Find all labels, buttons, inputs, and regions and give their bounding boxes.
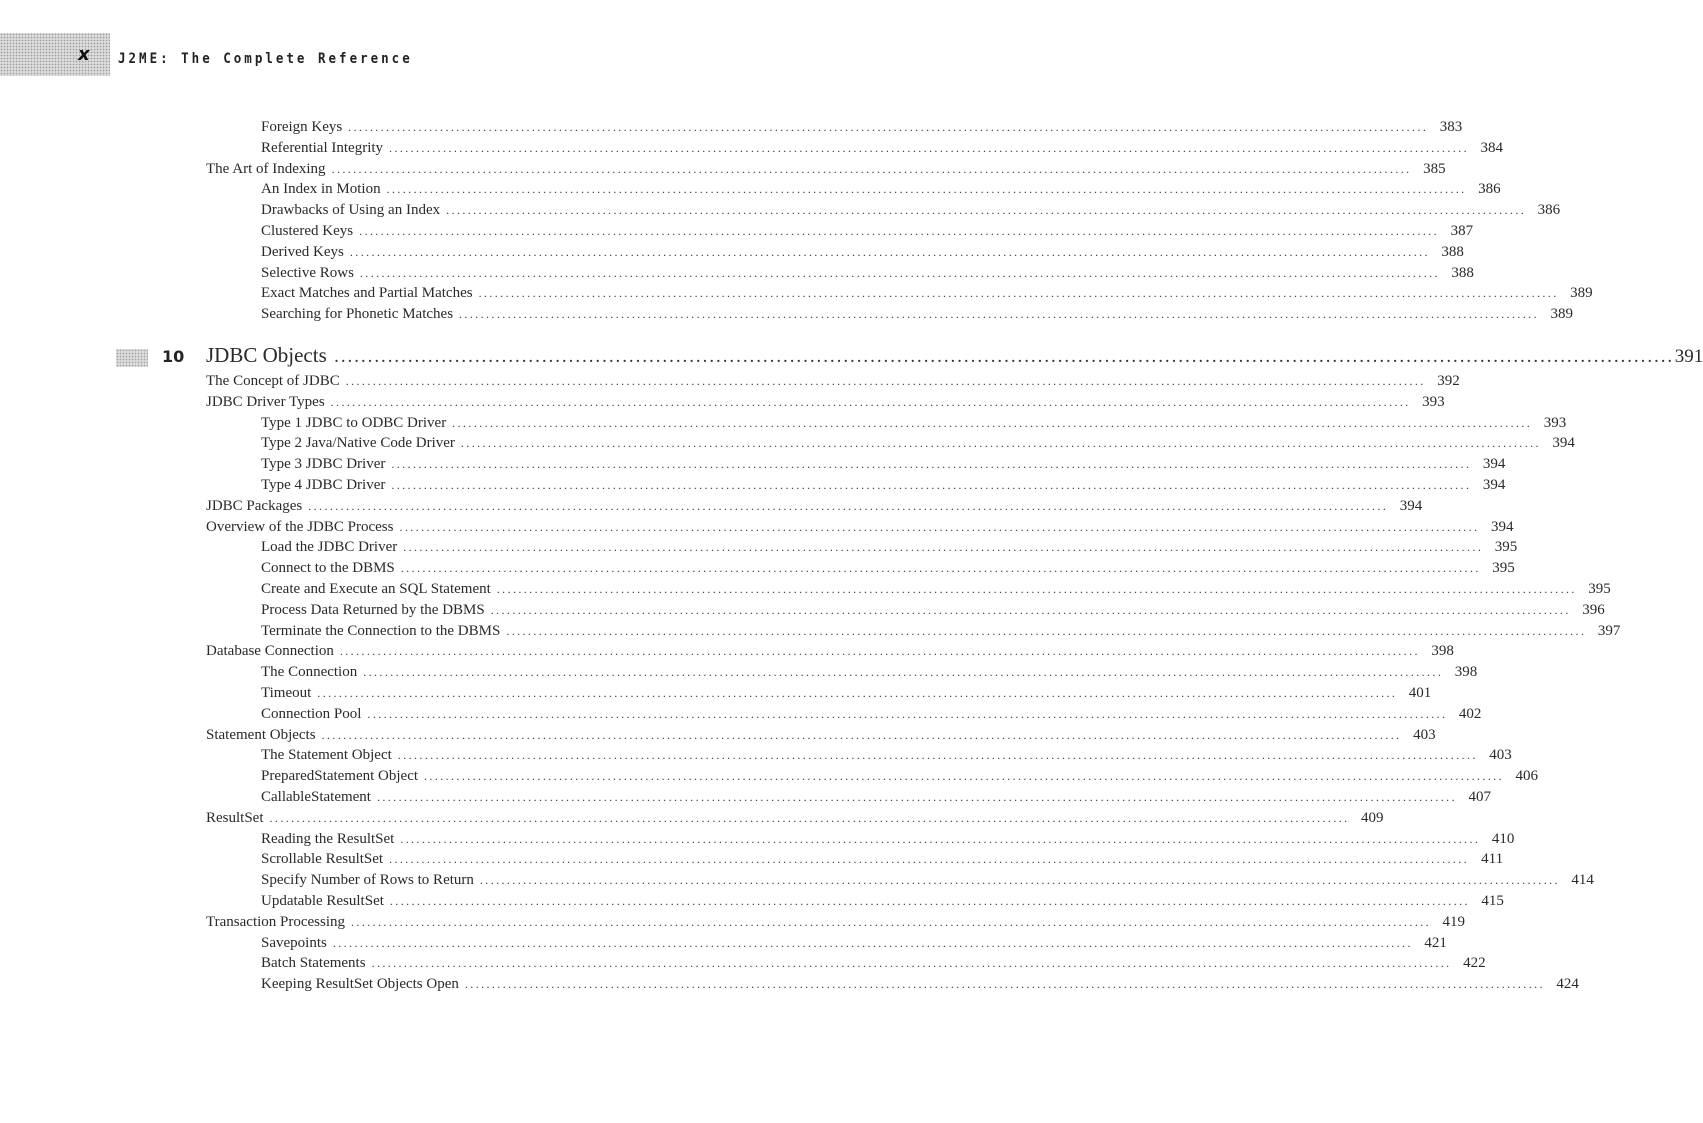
entry-title: Updatable ResultSet xyxy=(261,893,384,909)
toc-subsection-entry[interactable] xyxy=(261,579,1611,600)
entry-title: The Statement Object xyxy=(261,747,392,764)
entry-title: Type 3 JDBC Driver xyxy=(261,456,386,473)
toc-section-entry[interactable] xyxy=(206,912,1466,933)
leader-dots: ........................................................................................................................................................................................................ xyxy=(376,790,1457,804)
toc-subsection-entry[interactable] xyxy=(261,179,1501,200)
entry-title: The Art of Indexing xyxy=(206,160,326,177)
entry-page: 394 xyxy=(1482,456,1506,473)
leader-dots: ........................................................................................................................................................................................................ xyxy=(269,810,1350,825)
entry-page: 388 xyxy=(1441,243,1464,260)
entry-page: 407 xyxy=(1468,789,1491,805)
entry-page: 422 xyxy=(1463,955,1486,972)
toc-section-entry[interactable] xyxy=(206,808,1384,829)
running-header-title: J2ME: The Complete Reference xyxy=(118,49,413,67)
toc-subsection-entry[interactable] xyxy=(261,870,1594,891)
entry-title: JDBC Packages xyxy=(206,497,303,514)
toc-section-entry[interactable] xyxy=(206,371,1460,392)
entry-title: Database Connection xyxy=(206,643,334,660)
leader-dots: ........................................................................................................................................................................................................ xyxy=(321,727,1402,742)
toc-subsection-entry[interactable] xyxy=(261,829,1515,850)
entry-page: 424 xyxy=(1556,976,1579,993)
leader-dots: ........................................................................................................................................................................................................ xyxy=(367,706,1448,721)
entry-title: Clustered Keys xyxy=(261,223,354,239)
leader-dots: ........................................................................................................................................................................................................ xyxy=(334,351,1675,366)
entry-page: 406 xyxy=(1515,768,1539,785)
entry-page: 383 xyxy=(1439,119,1463,135)
entry-page: 386 xyxy=(1478,181,1501,198)
entry-page: 397 xyxy=(1597,622,1621,639)
entry-title: The Concept of JDBC xyxy=(206,373,340,389)
leader-dots: ........................................................................................................................................................................................................ xyxy=(349,244,1430,259)
entry-title: Connection Pool xyxy=(261,705,362,722)
toc-subsection-entry[interactable] xyxy=(261,662,1478,683)
toc-subsection-entry[interactable] xyxy=(261,683,1432,704)
entry-page: 384 xyxy=(1480,139,1504,156)
entry-title: Foreign Keys xyxy=(261,119,343,135)
leader-dots: ........................................................................................................................................................................................................ xyxy=(496,582,1577,596)
toc-section-entry[interactable] xyxy=(206,159,1446,180)
entry-title: Keeping ResultSet Objects Open xyxy=(261,976,459,993)
toc-subsection-entry[interactable] xyxy=(261,745,1512,766)
chapter-page: 391 xyxy=(1674,346,1703,367)
chapter-heading-entry[interactable] xyxy=(206,343,1703,371)
toc-subsection-entry[interactable] xyxy=(261,766,1539,787)
entry-title: Process Data Returned by the DBMS xyxy=(261,601,485,618)
entry-page: 415 xyxy=(1481,893,1504,909)
entry-title: Type 1 JDBC to ODBC Driver xyxy=(261,414,447,431)
entry-title: Referential Integrity xyxy=(261,139,384,156)
entry-title: Type 4 JDBC Driver xyxy=(261,477,386,493)
leader-dots: ........................................................................................................................................................................................................ xyxy=(459,307,1540,322)
toc-subsection-entry[interactable] xyxy=(261,475,1506,496)
toc-subsection-entry[interactable] xyxy=(261,413,1567,434)
toc-subsection-entry[interactable] xyxy=(261,704,1482,725)
entry-title: Derived Keys xyxy=(261,243,344,260)
header-shaded-block xyxy=(0,33,110,76)
entry-title: Specify Number of Rows to Return xyxy=(261,872,474,889)
toc-subsection-entry[interactable] xyxy=(261,138,1504,159)
entry-page: 409 xyxy=(1361,809,1384,826)
toc-subsection-entry[interactable] xyxy=(261,537,1518,558)
entry-title: Scrollable ResultSet xyxy=(261,851,384,868)
leader-dots: ........................................................................................................................................................................................................ xyxy=(399,519,1480,534)
entry-page: 421 xyxy=(1424,934,1447,951)
toc-subsection-entry[interactable] xyxy=(261,558,1515,579)
entry-page: 388 xyxy=(1451,264,1474,281)
entry-page: 403 xyxy=(1413,726,1436,743)
leader-dots: ........................................................................................................................................................................................................ xyxy=(345,374,1426,388)
entry-title: Transaction Processing xyxy=(206,913,346,930)
entry-page: 396 xyxy=(1582,601,1605,618)
entry-page: 394 xyxy=(1399,497,1423,514)
toc-subsection-entry[interactable] xyxy=(261,600,1605,621)
toc-subsection-entry[interactable] xyxy=(261,200,1561,221)
leader-dots: ........................................................................................................................................................................................................ xyxy=(359,224,1440,238)
entry-title: Drawbacks of Using an Index xyxy=(261,202,441,219)
entry-page: 398 xyxy=(1431,643,1454,660)
entry-page: 395 xyxy=(1494,539,1518,556)
leader-dots: ........................................................................................................................................................................................................ xyxy=(446,203,1527,218)
entry-title: Selective Rows xyxy=(261,264,354,281)
entry-title: CallableStatement xyxy=(261,789,371,805)
leader-dots: ........................................................................................................................................................................................................ xyxy=(403,540,1484,555)
entry-page: 387 xyxy=(1450,223,1474,239)
entry-title: The Connection xyxy=(261,664,358,681)
leader-dots: ........................................................................................................................................................................................................ xyxy=(332,935,1413,950)
leader-dots: ........................................................................................................................................................................................................ xyxy=(397,748,1478,763)
entry-title: Load the JDBC Driver xyxy=(261,539,398,556)
leader-dots: ........................................................................................................................................................................................................ xyxy=(400,831,1481,846)
leader-dots: ........................................................................................................................................................................................................ xyxy=(389,140,1470,155)
leader-dots: ........................................................................................................................................................................................................ xyxy=(389,894,1470,908)
entry-page: 394 xyxy=(1482,477,1506,493)
leader-dots: ........................................................................................................................................................................................................ xyxy=(478,286,1559,301)
toc-subsection-entry[interactable] xyxy=(261,221,1474,242)
entry-page: 393 xyxy=(1543,414,1567,431)
leader-dots: ........................................................................................................................................................................................................ xyxy=(363,665,1444,680)
toc-subsection-entry[interactable] xyxy=(261,283,1593,304)
entry-title: PreparedStatement Object xyxy=(261,768,419,785)
leader-dots: ........................................................................................................................................................................................................ xyxy=(490,602,1571,617)
toc-subsection-entry[interactable] xyxy=(261,891,1504,912)
entry-title: Batch Statements xyxy=(261,955,366,972)
entry-title: Searching for Phonetic Matches xyxy=(261,306,454,323)
leader-dots: ........................................................................................................................................................................................................ xyxy=(331,161,1412,176)
page-number-label: x xyxy=(78,44,90,65)
chapter-shaded-block xyxy=(116,349,148,367)
entry-page: 411 xyxy=(1481,851,1504,868)
entry-page: 394 xyxy=(1552,435,1575,452)
toc-subsection-entry[interactable] xyxy=(261,787,1491,808)
toc-section-entry[interactable] xyxy=(206,496,1423,517)
leader-dots: ........................................................................................................................................................................................................ xyxy=(464,977,1545,992)
leader-dots: ........................................................................................................................................................................................................ xyxy=(389,852,1470,867)
leader-dots: ........................................................................................................................................................................................................ xyxy=(452,415,1533,430)
entry-page: 395 xyxy=(1492,560,1515,577)
leader-dots: ........................................................................................................................................................................................................ xyxy=(330,394,1411,409)
toc-subsection-entry[interactable] xyxy=(261,933,1447,954)
entry-title: Terminate the Connection to the DBMS xyxy=(261,622,501,639)
toc-subsection-entry[interactable] xyxy=(261,953,1486,974)
entry-page: 385 xyxy=(1423,160,1446,177)
entry-title: ResultSet xyxy=(206,809,264,826)
entry-page: 389 xyxy=(1550,306,1574,323)
entry-title: Statement Objects xyxy=(206,726,316,743)
entry-page: 393 xyxy=(1422,393,1445,410)
toc-section-entry[interactable] xyxy=(206,725,1436,746)
entry-page: 394 xyxy=(1490,518,1514,535)
leader-dots: ........................................................................................................................................................................................................ xyxy=(506,623,1587,638)
leader-dots: ........................................................................................................................................................................................................ xyxy=(400,561,1481,576)
leader-dots: ........................................................................................................................................................................................................ xyxy=(479,873,1560,888)
chapter-number: 10 xyxy=(162,347,185,366)
toc-subsection-entry[interactable] xyxy=(261,621,1621,642)
leader-dots: ........................................................................................................................................................................................................ xyxy=(339,644,1420,659)
entry-title: An Index in Motion xyxy=(261,181,381,198)
entry-title: Savepoints xyxy=(261,934,327,951)
toc-subsection-entry[interactable] xyxy=(261,974,1579,995)
toc-section-entry[interactable] xyxy=(206,517,1514,538)
toc-subsection-entry[interactable] xyxy=(261,304,1574,325)
leader-dots: ........................................................................................................................................................................................................ xyxy=(371,956,1452,971)
chapter-title: JDBC Objects xyxy=(206,343,327,367)
entry-page: 386 xyxy=(1537,202,1561,219)
entry-page: 389 xyxy=(1570,285,1593,302)
leader-dots: ........................................................................................................................................................................................................ xyxy=(317,686,1398,700)
leader-dots: ........................................................................................................................................................................................................ xyxy=(348,120,1429,134)
toc-subsection-entry[interactable] xyxy=(261,117,1463,138)
entry-page: 398 xyxy=(1454,664,1478,681)
entry-title: Create and Execute an SQL Statement xyxy=(261,581,491,597)
entry-title: Reading the ResultSet xyxy=(261,830,395,847)
leader-dots: ........................................................................................................................................................................................................ xyxy=(308,498,1389,513)
entry-page: 392 xyxy=(1437,373,1460,389)
entry-page: 419 xyxy=(1442,913,1466,930)
toc-subsection-entry[interactable] xyxy=(261,849,1504,870)
entry-page: 410 xyxy=(1491,830,1515,847)
entry-title: Connect to the DBMS xyxy=(261,560,395,577)
entry-title: JDBC Driver Types xyxy=(206,393,325,410)
leader-dots: ........................................................................................................................................................................................................ xyxy=(460,436,1541,451)
leader-dots: ........................................................................................................................................................................................................ xyxy=(424,769,1505,784)
entry-title: Timeout xyxy=(261,685,312,701)
leader-dots: ........................................................................................................................................................................................................ xyxy=(351,914,1432,929)
entry-page: 401 xyxy=(1408,685,1432,701)
toc-section-entry[interactable] xyxy=(206,392,1445,413)
entry-title: Overview of the JDBC Process xyxy=(206,518,394,535)
entry-page: 403 xyxy=(1489,747,1512,764)
entry-title: Exact Matches and Partial Matches xyxy=(261,285,473,302)
leader-dots: ........................................................................................................................................................................................................ xyxy=(391,478,1472,492)
toc-section-entry[interactable] xyxy=(206,641,1454,662)
entry-title: Type 2 Java/Native Code Driver xyxy=(261,435,455,452)
leader-dots: ........................................................................................................................................................................................................ xyxy=(386,182,1467,197)
toc-subsection-entry[interactable] xyxy=(261,454,1506,475)
toc-subsection-entry[interactable] xyxy=(261,242,1464,263)
toc-subsection-entry[interactable] xyxy=(261,433,1575,454)
entry-page: 402 xyxy=(1458,705,1482,722)
leader-dots: ........................................................................................................................................................................................................ xyxy=(359,265,1440,280)
toc-subsection-entry[interactable] xyxy=(261,263,1474,284)
leader-dots: ........................................................................................................................................................................................................ xyxy=(391,457,1472,472)
entry-page: 414 xyxy=(1571,872,1594,889)
entry-page: 395 xyxy=(1588,581,1611,597)
